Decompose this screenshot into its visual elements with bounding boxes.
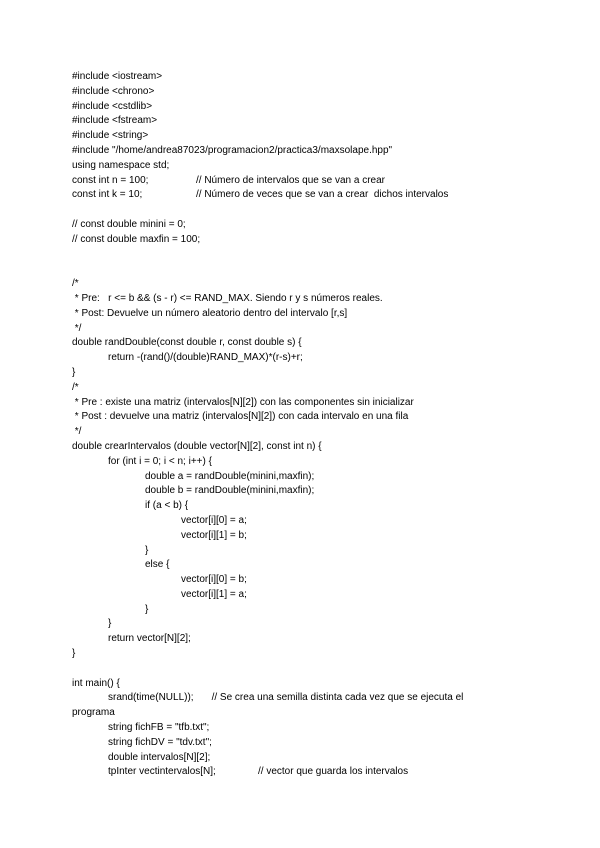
code-line: for (int i = 0; i < n; i++) { bbox=[108, 455, 212, 467]
code-line: double intervalos[N][2]; bbox=[108, 751, 211, 763]
code-line: } bbox=[72, 366, 76, 378]
code-line: } bbox=[145, 544, 149, 556]
code-line: } bbox=[72, 648, 76, 660]
code-line: #include <fstream> bbox=[72, 115, 158, 127]
code-comment: // Número de veces que se van a crear dichos intervalos bbox=[196, 189, 449, 201]
code-line: /* bbox=[72, 381, 79, 393]
code-listing bbox=[72, 70, 592, 780]
code-line bbox=[72, 691, 592, 706]
code-line bbox=[72, 765, 592, 780]
code-line: #include <cstdlib> bbox=[72, 100, 153, 112]
code-line: return -(rand()/(double)RAND_MAX)*(r-s)+r; bbox=[108, 352, 303, 364]
code-comment: // vector que guarda los intervalos bbox=[258, 766, 409, 778]
code-line: programa bbox=[72, 707, 115, 719]
code-line: #include <chrono> bbox=[72, 85, 155, 97]
blank-line bbox=[72, 203, 592, 218]
code-line: vector[i][0] = a; bbox=[181, 514, 247, 526]
code-line: * Pre: r <= b && (s - r) <= RAND_MAX. Siendo r y s números reales. bbox=[72, 292, 383, 304]
code-line: int main() { bbox=[72, 677, 120, 689]
code-line: #include <iostream> bbox=[72, 71, 163, 82]
code-line: vector[i][0] = b; bbox=[181, 574, 247, 586]
code-line: // const double minini = 0; bbox=[72, 218, 186, 230]
blank-line bbox=[72, 662, 592, 677]
code-line: double a = randDouble(minini,maxfin); bbox=[145, 470, 315, 482]
code-comment: // Se crea una semilla distinta cada vez que se ejecuta el bbox=[211, 692, 464, 704]
code-line: double crearIntervalos (double vector[N][2], const int n) { bbox=[72, 440, 322, 452]
code-line: if (a < b) { bbox=[145, 500, 189, 512]
code-line: */ bbox=[72, 322, 82, 334]
code-line: return vector[N][2]; bbox=[108, 633, 191, 645]
code-text: const int k = 10; bbox=[72, 189, 143, 201]
code-line: double b = randDouble(minini,maxfin); bbox=[145, 485, 315, 497]
code-line: string fichDV = "tdv.txt"; bbox=[108, 736, 212, 748]
blank-line bbox=[72, 262, 592, 277]
code-line: * Pre : existe una matriz (intervalos[N][2]) con las componentes sin inicializar bbox=[72, 396, 414, 408]
code-line: else { bbox=[145, 559, 170, 571]
code-line: } bbox=[145, 603, 149, 615]
code-line: #include "/home/andrea87023/programacion2/practica3/maxsolape.hpp" bbox=[72, 144, 393, 156]
blank-line bbox=[72, 248, 592, 263]
code-line: * Post: Devuelve un número aleatorio dentro del intervalo [r,s] bbox=[72, 307, 348, 319]
code-line: string fichFB = "tfb.txt"; bbox=[108, 722, 210, 734]
code-text: const int n = 100; bbox=[72, 174, 149, 186]
code-line: double randDouble(const double r, const double s) { bbox=[72, 337, 302, 349]
code-line: // const double maxfin = 100; bbox=[72, 233, 201, 245]
code-comment: // Número de intervalos que se van a crear bbox=[196, 174, 385, 186]
code-line: } bbox=[108, 618, 112, 630]
code-line: vector[i][1] = b; bbox=[181, 529, 247, 541]
code-line: * Post : devuelve una matriz (intervalos[N][2]) con cada intervalo en una fila bbox=[72, 411, 409, 423]
code-line: */ bbox=[72, 426, 82, 438]
code-line: vector[i][1] = a; bbox=[181, 588, 247, 600]
code-text: tpInter vectintervalos[N]; bbox=[108, 766, 216, 778]
code-line: using namespace std; bbox=[72, 159, 170, 171]
code-line: /* bbox=[72, 278, 79, 290]
code-line bbox=[72, 188, 592, 203]
code-text: srand(time(NULL)); bbox=[108, 692, 194, 704]
code-line: #include <string> bbox=[72, 130, 149, 142]
code-line bbox=[72, 174, 592, 189]
